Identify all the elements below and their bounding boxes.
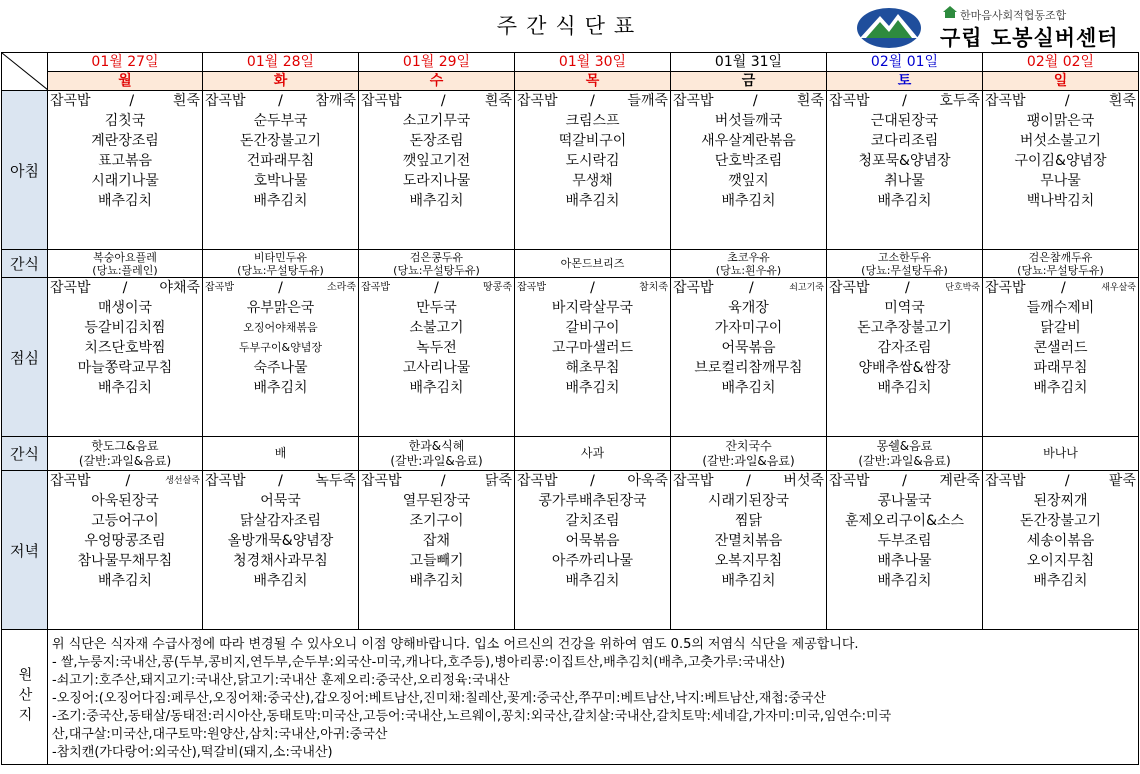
menu-item: 배추김치 — [97, 573, 153, 589]
menu-item: 브로컬리참깨무침 — [694, 360, 803, 376]
origin-notes — [48, 630, 1139, 765]
menu-item: 건파래무침 — [246, 153, 315, 169]
menu-item: 배추김치 — [565, 573, 620, 589]
note-line: 위 식단은 식자재 수급사정에 따라 변경될 수 있사오니 이점 양해바랍니다. 입소 어르신의 건강을 위하여 염도 0.5의 저염식 식단을 제공합니다. — [52, 637, 859, 652]
menu-item: 갈비구이 — [565, 320, 620, 336]
separator: / — [1061, 280, 1066, 296]
rice-type: 잡곡밥 — [673, 280, 714, 296]
menu-item: 잡채 — [422, 533, 451, 549]
lunch-cell — [983, 278, 1139, 437]
snack-note: (당뇨:무설탕두유) — [237, 263, 324, 277]
menu-item: 오복지무침 — [714, 553, 783, 569]
porridge-type: 녹두죽 — [315, 473, 356, 489]
porridge-type: 단호박죽 — [945, 283, 980, 293]
porridge-type: 새우살죽 — [1101, 283, 1136, 293]
menu-item: 깻잎고기전 — [402, 153, 471, 169]
separator: / — [440, 473, 446, 489]
weekday-cell: 금 — [671, 72, 827, 91]
grain-line — [983, 471, 1138, 491]
porridge-type: 계란죽 — [939, 473, 980, 489]
menu-item: 고들빼기 — [409, 553, 464, 569]
menu-item: 아주까리나물 — [551, 553, 634, 569]
snack-item: 초코우유 — [727, 250, 770, 264]
origin-label-text: 원산지 — [16, 667, 33, 727]
menu-item: 배추김치 — [721, 380, 776, 396]
porridge-type: 생선살죽 — [165, 476, 200, 486]
grain-line — [359, 471, 514, 491]
menu-item: 두부조림 — [877, 533, 932, 549]
snack-item: 복숭아요플레 — [93, 250, 157, 264]
grain-line — [515, 471, 670, 491]
coop-house-icon — [942, 5, 958, 19]
menu-item: 닭갈비 — [1040, 320, 1081, 336]
menu-item: 호박나물 — [253, 173, 308, 189]
breakfast-row — [2, 91, 1139, 250]
menu-item: 취나물 — [884, 173, 925, 189]
lunch-label: 점심 — [2, 278, 48, 437]
lunch-cell — [827, 278, 983, 437]
menu-item: 무나물 — [1040, 173, 1081, 189]
menu-item: 돈고추장불고기 — [857, 320, 952, 336]
dinner-label: 저녁 — [2, 471, 48, 630]
menu-item: 매생이국 — [97, 300, 153, 316]
lunch-cell — [359, 278, 515, 437]
lunch-cell — [203, 278, 359, 437]
weekday-cell: 토 — [827, 72, 983, 91]
origin-label — [2, 630, 48, 765]
rice-type: 잡곡밥 — [829, 93, 870, 109]
menu-item: 배추김치 — [877, 573, 932, 589]
menu-item: 우엉땅콩조림 — [84, 533, 166, 549]
dinner-cell — [827, 471, 983, 630]
snack-note: (당뇨:무설탕두유) — [1017, 263, 1104, 277]
rice-type: 잡곡밥 — [985, 93, 1026, 109]
menu-item: 배추김치 — [97, 380, 153, 396]
separator: / — [752, 93, 758, 109]
porridge-type: 참깨죽 — [315, 93, 356, 109]
grain-line — [515, 91, 670, 111]
menu-item: 참나물무채무침 — [77, 553, 173, 569]
menu-item: 마늘쫑락교무침 — [77, 360, 173, 376]
menu-item: 감자조림 — [877, 340, 932, 356]
snack-item: 잔치국수 — [725, 438, 772, 453]
snack-cell — [359, 250, 515, 278]
menu-item: 등갈비김치찜 — [84, 320, 166, 336]
porridge-type: 참치죽 — [639, 282, 668, 293]
snack-item: 비타민두유 — [253, 250, 308, 264]
rice-type: 잡곡밥 — [985, 280, 1026, 296]
porridge-type: 흰죽 — [484, 93, 512, 109]
menu-item: 갈치조림 — [565, 513, 620, 529]
menu-item: 배추김치 — [253, 380, 308, 396]
porridge-type: 닭죽 — [484, 473, 512, 489]
rice-type: 잡곡밥 — [361, 282, 390, 293]
menu-item: 두부구이&양념장 — [239, 341, 322, 354]
date-cell: 02월 01일 — [827, 53, 983, 72]
org-logo — [856, 2, 1136, 50]
menu-item: 어묵볶음 — [565, 533, 620, 549]
date-cell: 01월 31일 — [671, 53, 827, 72]
menu-item: 무생채 — [572, 173, 613, 189]
snack-cell — [48, 437, 203, 471]
snack-cell — [671, 250, 827, 278]
menu-item: 열무된장국 — [402, 493, 471, 509]
menu-item: 배추김치 — [409, 193, 464, 209]
porridge-type: 흰죽 — [796, 93, 824, 109]
menu-item: 시래기된장국 — [707, 493, 790, 509]
menu-item: 파래무침 — [1033, 360, 1088, 376]
menu-item: 도시락김 — [565, 153, 620, 169]
weekly-menu-table — [1, 52, 1139, 765]
menu-item: 버섯소불고기 — [1019, 133, 1102, 149]
snack-item: 한과&식혜 — [408, 438, 465, 453]
lunch-cell — [671, 278, 827, 437]
snack-item: 배 — [274, 446, 287, 460]
date-cell: 02월 02일 — [983, 53, 1139, 72]
menu-item: 구이김&양념장 — [1014, 153, 1107, 169]
breakfast-cell — [983, 91, 1139, 250]
menu-item: 녹두전 — [416, 340, 457, 356]
separator: / — [122, 280, 128, 296]
grain-line — [203, 91, 358, 111]
dinner-cell — [203, 471, 359, 630]
snack_pm-label: 간식 — [2, 437, 48, 471]
menu-item: 배추김치 — [565, 380, 620, 396]
grain-line — [827, 471, 982, 491]
note-line: -오징어:(오징어다짐:페루산,오징어채:중국산),갑오징어:베트남산,진미채:칠레산,꽃게:중국산,쭈꾸미:베트남산,낙지:베트남산,재첩:중국산 — [52, 691, 826, 706]
rice-type: 잡곡밥 — [517, 473, 558, 489]
snack-note: (당뇨:플레인) — [92, 263, 158, 277]
grain-line — [671, 91, 826, 111]
page-title: 주간식단표 — [496, 14, 644, 38]
snack_am-row — [2, 250, 1139, 278]
rice-type: 잡곡밥 — [829, 473, 870, 489]
grain-line — [515, 278, 670, 298]
separator: / — [278, 280, 283, 296]
breakfast-cell — [359, 91, 515, 250]
dinner-cell — [515, 471, 671, 630]
menu-item: 순두부국 — [253, 113, 308, 129]
separator: / — [902, 473, 907, 489]
menu-item: 배추김치 — [1033, 573, 1088, 589]
menu-item: 배추김치 — [877, 380, 932, 396]
note-line: 산,대구살:미국산,대구토막:원양산,삼치:국내산,아귀:중국산 — [52, 727, 388, 742]
menu-item: 해초무침 — [565, 360, 620, 376]
breakfast-cell — [48, 91, 203, 250]
weekday-cell: 화 — [203, 72, 359, 91]
menu-item: 올방개묵&양념장 — [227, 533, 334, 549]
snack-item: 몽쉘&음료 — [876, 438, 933, 453]
grain-line — [827, 91, 982, 111]
menu-item: 세송이볶음 — [1026, 533, 1095, 549]
grain-line — [983, 91, 1138, 111]
menu-item: 고등어구이 — [91, 513, 159, 529]
porridge-type: 쇠고기죽 — [789, 283, 824, 293]
rice-type: 잡곡밥 — [50, 473, 91, 489]
separator: / — [590, 280, 595, 296]
snack-note: (갈반:과일&음료) — [702, 453, 795, 468]
separator: / — [902, 93, 907, 109]
lunch-cell — [515, 278, 671, 437]
note-line: -쇠고기:호주산,돼지고기:국내산,닭고기:국내산 훈제오리:중국산,오리정육:국내산 — [52, 673, 510, 688]
rice-type: 잡곡밥 — [361, 473, 402, 489]
menu-item: 만두국 — [416, 300, 457, 316]
weekday-cell: 일 — [983, 72, 1139, 91]
breakfast-label: 아침 — [2, 91, 48, 250]
menu-item: 도라지나물 — [402, 173, 471, 189]
snack-note: (갈반:과일&음료) — [390, 453, 483, 468]
rice-type: 잡곡밥 — [50, 93, 91, 109]
menu-item: 김칫국 — [104, 113, 146, 129]
snack-cell — [827, 437, 983, 471]
snack-item: 고소한두유 — [877, 250, 932, 264]
snack-item: 사과 — [580, 446, 605, 460]
menu-item: 치즈단호박찜 — [84, 340, 166, 356]
snack-note: (당뇨:무설탕두유) — [393, 263, 480, 277]
menu-item: 양배추쌈&쌈장 — [858, 360, 951, 376]
snack-note: (당뇨:흰우유) — [715, 263, 782, 277]
menu-item: 배추김치 — [409, 573, 464, 589]
menu-item: 어묵볶음 — [721, 340, 776, 356]
lunch-cell — [48, 278, 203, 437]
rice-type: 잡곡밥 — [985, 473, 1026, 489]
porridge-type: 아욱죽 — [627, 473, 668, 489]
menu-item: 근대된장국 — [870, 113, 939, 129]
menu-item: 돈장조림 — [409, 133, 464, 149]
menu-item: 찜닭 — [734, 513, 763, 529]
porridge-type: 들깨죽 — [627, 93, 668, 109]
menu-item: 배추김치 — [565, 193, 620, 209]
menu-item: 시래기나물 — [91, 173, 159, 189]
menu-item: 바지락살무국 — [551, 300, 634, 316]
menu-item: 배추김치 — [253, 193, 308, 209]
grain-line — [827, 278, 982, 298]
menu-item: 배추김치 — [409, 380, 464, 396]
grain-line — [359, 91, 514, 111]
date-row — [2, 53, 1139, 72]
menu-item: 들깨수제비 — [1026, 300, 1095, 316]
menu-item: 된장찌개 — [1033, 493, 1088, 509]
corner-cell — [2, 53, 48, 91]
menu-item: 백나박김치 — [1026, 193, 1095, 209]
snack-cell — [515, 437, 671, 471]
dinner-cell — [48, 471, 203, 630]
breakfast-cell — [827, 91, 983, 250]
diagonal-line — [2, 53, 48, 90]
separator: / — [278, 93, 283, 109]
menu-item: 콩나물국 — [877, 493, 932, 509]
porridge-type: 버섯죽 — [783, 473, 824, 489]
grain-line — [203, 471, 358, 491]
porridge-type: 야채죽 — [159, 280, 200, 296]
menu-item: 육개장 — [728, 300, 769, 316]
snack-cell — [203, 250, 359, 278]
menu-item: 깻잎지 — [728, 173, 769, 189]
date-cell: 01월 27일 — [48, 53, 203, 72]
menu-item: 미역국 — [884, 300, 925, 316]
snack-cell — [983, 250, 1139, 278]
menu-item: 어묵국 — [260, 493, 301, 509]
snack-item: 검은콩두유 — [409, 250, 464, 264]
snack-note: (갈반:과일&음료) — [78, 453, 172, 468]
menu-item: 청포묵&양념장 — [858, 153, 951, 169]
menu-item: 소고기무국 — [402, 113, 471, 129]
menu-item: 계란장조림 — [91, 133, 159, 149]
weekday-cell: 목 — [515, 72, 671, 91]
dinner-row — [2, 471, 1139, 630]
note-line: - 쌀,누룽지:국내산,콩(두부,콩비지,연두부,순두부:외국산-미국,캐나다,호주등),병아리콩:이집트산,배추김치(배추,고춧가루:국내산) — [52, 655, 786, 670]
date-cell: 01월 29일 — [359, 53, 515, 72]
rice-type: 잡곡밥 — [50, 280, 91, 296]
snack-note: (갈반:과일&음료) — [858, 453, 951, 468]
menu-item: 훈제오리구이&소스 — [844, 513, 965, 529]
menu-item: 버섯들깨국 — [714, 113, 783, 129]
note-line: -조기:중국산,동태살/동태전:러시아산,동태토막:미국산,고등어:국내산,노르웨이,꽁치:외국산,갈치살:국내산,갈치토막:세네갈,가자미:미국,임연수:미국 — [52, 709, 892, 724]
grain-line — [671, 471, 826, 491]
rice-type: 잡곡밥 — [205, 473, 246, 489]
weekday-cell: 월 — [48, 72, 203, 91]
porridge-type: 흰죽 — [1108, 93, 1136, 109]
rice-type: 잡곡밥 — [205, 282, 234, 293]
separator: / — [434, 280, 439, 296]
separator: / — [590, 93, 595, 109]
snack-note: (당뇨:무설탕두유) — [861, 263, 948, 277]
note-line: -참치캔(가다랑어:외국산),떡갈비(돼지,소:국내산) — [52, 745, 333, 760]
breakfast-cell — [515, 91, 671, 250]
menu-item: 가자미구이 — [714, 320, 783, 336]
menu-item: 코다리조림 — [870, 133, 939, 149]
snack-item: 핫도그&음료 — [91, 438, 159, 453]
org-name: 구립 도봉실버센터 — [940, 26, 1119, 50]
snack-cell — [827, 250, 983, 278]
porridge-type: 흰죽 — [172, 93, 200, 109]
lunch-row — [2, 278, 1139, 437]
menu-item: 배추김치 — [1033, 380, 1088, 396]
weekday-row — [2, 72, 1139, 91]
menu-item: 유부맑은국 — [246, 300, 315, 316]
separator: / — [129, 93, 135, 109]
date-cell: 01월 28일 — [203, 53, 359, 72]
dinner-cell — [983, 471, 1139, 630]
menu-item: 표고볶음 — [97, 153, 153, 169]
snack-cell — [48, 250, 203, 278]
snack-cell — [515, 250, 671, 278]
porridge-type: 소라죽 — [327, 282, 356, 293]
menu-item: 배추김치 — [721, 193, 776, 209]
snack-item: 바나나 — [1043, 446, 1078, 460]
menu-item: 돈간장불고기 — [1019, 513, 1102, 529]
rice-type: 잡곡밥 — [517, 282, 546, 293]
grain-line — [48, 278, 202, 298]
separator: / — [590, 473, 595, 489]
menu-item: 고구마샐러드 — [551, 340, 634, 356]
weekday-cell: 수 — [359, 72, 515, 91]
menu-item: 돈간장불고기 — [239, 133, 322, 149]
breakfast-cell — [203, 91, 359, 250]
menu-item: 콩가루배추된장국 — [538, 493, 647, 509]
grain-line — [983, 278, 1138, 298]
grain-line — [359, 278, 514, 298]
date-cell: 01월 30일 — [515, 53, 671, 72]
separator: / — [278, 473, 283, 489]
menu-item: 팽이맑은국 — [1026, 113, 1095, 129]
rice-type: 잡곡밥 — [517, 93, 558, 109]
rice-type: 잡곡밥 — [829, 280, 870, 296]
separator: / — [1064, 93, 1070, 109]
menu-item: 잔멸치볶음 — [714, 533, 783, 549]
grain-line — [48, 91, 202, 111]
menu-item: 크림스프 — [565, 113, 620, 129]
separator: / — [905, 280, 910, 296]
separator: / — [125, 473, 131, 489]
snack_am-label: 간식 — [2, 250, 48, 278]
menu-item: 배추김치 — [877, 193, 932, 209]
rice-type: 잡곡밥 — [205, 93, 246, 109]
snack-item: 아몬드브리즈 — [560, 257, 625, 270]
breakfast-cell — [671, 91, 827, 250]
menu-item: 콘샐러드 — [1033, 340, 1088, 356]
rice-type: 잡곡밥 — [673, 93, 714, 109]
porridge-type: 팥죽 — [1108, 473, 1136, 489]
menu-item: 소불고기 — [409, 320, 464, 336]
org-subtitle: 한마음사회적협동조합 — [960, 9, 1067, 22]
separator: / — [746, 473, 751, 489]
menu-item: 조기구이 — [409, 513, 464, 529]
menu-item: 고사리나물 — [402, 360, 471, 376]
menu-item: 떡갈비구이 — [558, 133, 627, 149]
menu-item: 닭살감자조림 — [239, 513, 322, 529]
porridge-type: 땅콩죽 — [483, 282, 512, 293]
origin-row — [2, 630, 1139, 765]
menu-item: 청경채사과무침 — [233, 553, 328, 569]
rice-type: 잡곡밥 — [361, 93, 402, 109]
menu-item: 배추김치 — [721, 573, 776, 589]
menu-item: 배추나물 — [877, 553, 932, 569]
grain-line — [203, 278, 358, 298]
menu-item: 배추김치 — [97, 193, 153, 209]
rice-type: 잡곡밥 — [673, 473, 714, 489]
grain-line — [48, 471, 202, 491]
menu-item: 오이지무침 — [1026, 553, 1095, 569]
snack_pm-row — [2, 437, 1139, 471]
dinner-cell — [671, 471, 827, 630]
grain-line — [671, 278, 826, 298]
snack-item: 검은참깨두유 — [1028, 250, 1093, 264]
mountain-logo-icon — [856, 4, 922, 48]
snack-cell — [203, 437, 359, 471]
menu-item: 단호박조림 — [714, 153, 783, 169]
menu-item: 배추김치 — [253, 573, 308, 589]
snack-cell — [983, 437, 1139, 471]
separator: / — [440, 93, 446, 109]
menu-item: 숙주나물 — [253, 360, 308, 376]
dinner-cell — [359, 471, 515, 630]
menu-item: 오징어야채볶음 — [243, 321, 318, 334]
separator: / — [749, 280, 754, 296]
menu-item: 아욱된장국 — [91, 493, 159, 509]
porridge-type: 호두죽 — [939, 93, 980, 109]
separator: / — [1064, 473, 1070, 489]
menu-item: 새우살계란볶음 — [701, 133, 796, 149]
header — [0, 0, 1140, 52]
snack-cell — [359, 437, 515, 471]
snack-cell — [671, 437, 827, 471]
